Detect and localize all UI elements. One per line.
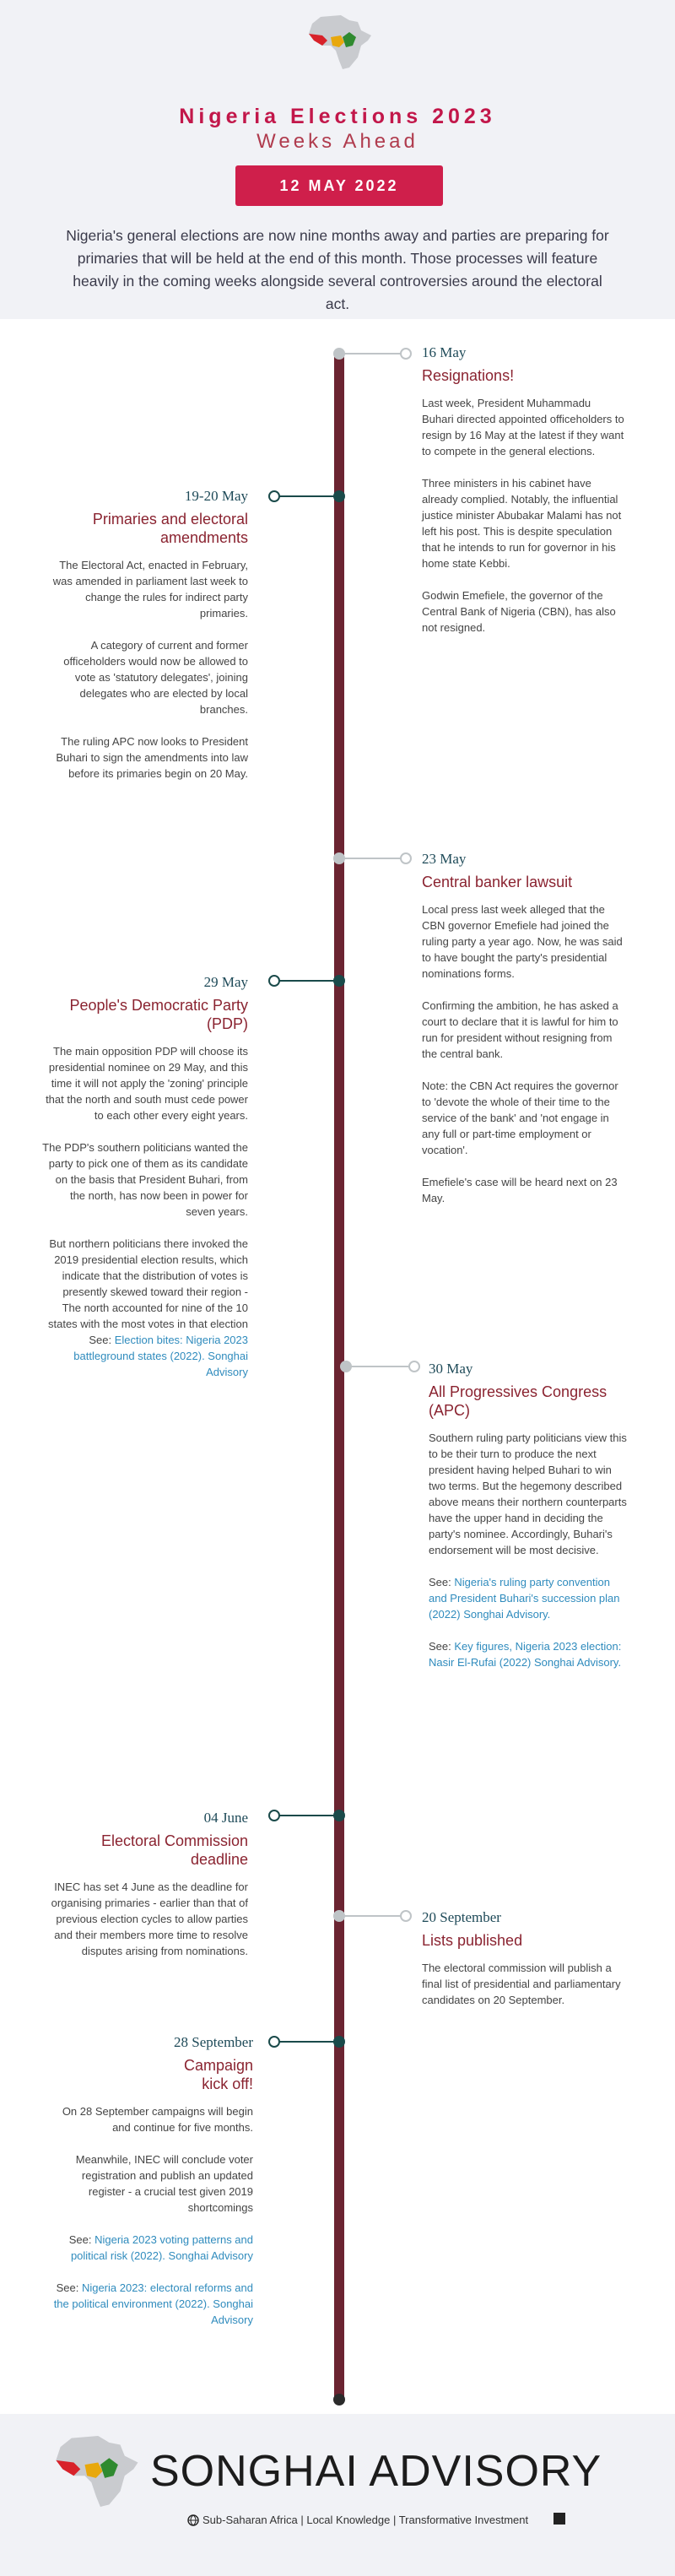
event-23-may — [422, 851, 624, 1222]
qr-code-icon — [554, 2513, 565, 2525]
event-text: Meanwhile, INEC will conclude voter registration and publish an updated register - a crucial test given 2019 shortcomings — [75, 2153, 253, 2214]
see-prefix: See: — [56, 2281, 82, 2294]
timeline-marker — [268, 1810, 280, 1821]
see-prefix: See: — [68, 2233, 95, 2246]
event-heading: Central banker lawsuit — [422, 874, 573, 890]
event-text: Emefiele's case will be heard next on 23 May. — [422, 1176, 618, 1204]
timeline-node — [333, 975, 345, 987]
timeline-node — [333, 1810, 345, 1821]
event-text: But northern politicians there invoked the 2019 presidential election results, which indicate that the distribution of votes is presently skewed toward their region - The north accounted for nine of the 10 states with the most votes in that election — [47, 1237, 248, 1330]
see-prefix: See: — [89, 1334, 115, 1346]
see-link[interactable]: Election bites: Nigeria 2023 battleground states (2022). Songhai Advisory — [73, 1334, 248, 1378]
timeline-connector — [278, 980, 334, 982]
timeline-marker — [268, 490, 280, 502]
event-19-20-may — [46, 488, 248, 798]
see-also — [42, 1332, 248, 1380]
event-text: The ruling APC now looks to President Buhari to sign the amendments into law before its primaries begin on 20 May. — [56, 735, 248, 780]
event-heading: People's Democratic Party (PDP) — [69, 997, 248, 1032]
event-date: 30 May — [429, 1361, 473, 1377]
timeline-marker — [268, 975, 280, 987]
event-date: 16 May — [422, 344, 467, 360]
event-date: 28 September — [174, 2034, 253, 2050]
timeline-connector — [278, 1815, 334, 1816]
tagline: Sub-Saharan Africa | Local Knowledge | Transformative Investment — [202, 2514, 529, 2526]
see-link[interactable]: Nigeria's ruling party convention and President Buhari's succession plan (2022) Songhai Advisory. — [429, 1576, 620, 1621]
event-heading: Electoral Commission deadline — [100, 1832, 248, 1868]
event-date: 19-20 May — [184, 488, 248, 504]
event-text: The Electoral Act, enacted in February, was amended in parliament last week to change the rules for indirect party primaries. — [52, 559, 248, 620]
event-text: Confirming the ambition, he has asked a court to declare that it is lawful for him to run for president without resigning from the central bank. — [422, 999, 618, 1060]
see-link[interactable]: Nigeria 2023 voting patterns and political risk (2022). Songhai Advisory — [70, 2233, 253, 2262]
event-text: Three ministers in his cabinet have already complied. Notably, the influential justice minister Abubakar Malami has not left his post. This is despite speculation that he intends to run for governor in his home state Kebbi. — [422, 477, 622, 570]
timeline-node — [340, 1361, 352, 1372]
see-link[interactable]: Key figures, Nigeria 2023 election: Nasir El-Rufai (2022) Songhai Advisory. — [429, 1640, 622, 1669]
event-text: On 28 September campaigns will begin and continue for five months. — [62, 2105, 253, 2134]
event-date: 23 May — [422, 851, 467, 867]
see-prefix: See: — [429, 1640, 455, 1653]
event-text: Local press last week alleged that the CBN governor Emefiele had joined the ruling party a year ago. Now, he was said to have bought the party's presidential nominations forms. — [422, 903, 623, 980]
date-badge: 12 MAY 2022 — [235, 165, 443, 206]
timeline-connector — [344, 858, 402, 859]
timeline-marker — [400, 348, 412, 360]
event-date: 29 May — [203, 974, 248, 990]
timeline-node — [333, 1910, 345, 1922]
timeline-node — [333, 2036, 345, 2048]
see-also — [429, 1574, 631, 1622]
event-text: The PDP's southern politicians wanted the party to pick one of them as its candidate on the basis that President Buhari, from the north, has now been in power for seven years. — [42, 1141, 248, 1218]
timeline-node — [333, 348, 345, 360]
event-heading: Campaign kick off! — [183, 2057, 253, 2092]
event-heading: Resignations! — [422, 367, 515, 384]
event-text: The main opposition PDP will choose its presidential nominee on 29 May, and this time it will not apply the 'zoning' principle that the north and south must cede power to each other every eight years. — [46, 1045, 248, 1122]
see-prefix: See: — [429, 1576, 455, 1588]
see-also — [42, 2232, 253, 2264]
event-text: Godwin Emefiele, the governor of the Central Bank of Nigeria (CBN), has also not resigned. — [422, 589, 616, 634]
africa-map-logo — [297, 12, 378, 73]
globe-icon — [187, 2514, 199, 2526]
event-16-may — [422, 344, 624, 652]
timeline-node — [333, 490, 345, 502]
page-title: Nigeria Elections 2023 — [179, 105, 496, 128]
timeline-connector — [278, 495, 334, 497]
event-heading: Primaries and electoral amendments — [92, 511, 248, 546]
timeline-node — [333, 852, 345, 864]
timeline-spine — [334, 353, 344, 2404]
timeline-marker — [408, 1361, 420, 1372]
event-text: The electoral commission will publish a final list of presidential and parliamentary candidates on 20 September. — [422, 1962, 621, 2006]
event-date: 20 September — [422, 1909, 501, 1925]
see-link[interactable]: Nigeria 2023: electoral reforms and the political environment (2022). Songhai Advisory — [53, 2281, 253, 2326]
footer — [0, 2414, 675, 2576]
timeline-marker — [268, 2036, 280, 2048]
event-text: Southern ruling party politicians view this to be their turn to produce the next president having helped Buhari to win two terms. But the hegemony described above means their northern counterparts have the upper hand in deciding the party's nominee. Accordingly, Buhari's endorsement will be most decisive. — [429, 1431, 627, 1556]
see-also — [429, 1638, 631, 1670]
event-text: Note: the CBN Act requires the governor to 'devote the whole of their time to the service of the bank' and 'not engage in any full or part-time employment or vocation'. — [422, 1080, 618, 1156]
timeline-connector — [278, 2041, 334, 2043]
africa-map-logo — [40, 2429, 147, 2514]
timeline-connector — [344, 1915, 402, 1917]
header — [0, 0, 675, 319]
event-text: INEC has set 4 June as the deadline for organising primaries - earlier than that of previous election cycles to allow parties and their members more time to resolve disputes arising from nominations. — [51, 1881, 248, 1957]
intro-paragraph: Nigeria's general elections are now nine months away and parties are preparing for primaries that will be held at the end of this month. Those processes will feature heavily in the coming weeks alongside several controversies around the electoral act. — [66, 227, 609, 312]
event-heading: All Progressives Congress (APC) — [429, 1383, 608, 1419]
page-subtitle: Weeks Ahead — [256, 130, 418, 153]
event-29-may — [42, 974, 248, 1396]
timeline-marker — [400, 1910, 412, 1922]
see-also — [42, 2280, 253, 2328]
timeline-connector — [351, 1366, 410, 1367]
event-date: 04 June — [203, 1810, 248, 1826]
timeline-connector — [344, 353, 402, 354]
event-20-september — [422, 1909, 624, 2024]
event-text: A category of current and former officeholders would now be allowed to vote as 'statutory delegates', joining delegates who are elected by local branches. — [63, 639, 248, 716]
event-04-june — [46, 1810, 248, 1975]
event-30-may — [429, 1361, 631, 1686]
brand-name: SONGHAI ADVISORY — [150, 2447, 602, 2496]
event-text: Last week, President Muhammadu Buhari directed appointed officeholders to resign by 16 May at the latest if they want to compete in the general elections. — [422, 397, 624, 457]
timeline-end-node — [333, 2394, 345, 2406]
event-heading: Lists published — [422, 1932, 523, 1949]
event-28-september — [42, 2034, 253, 2344]
timeline-marker — [400, 852, 412, 864]
